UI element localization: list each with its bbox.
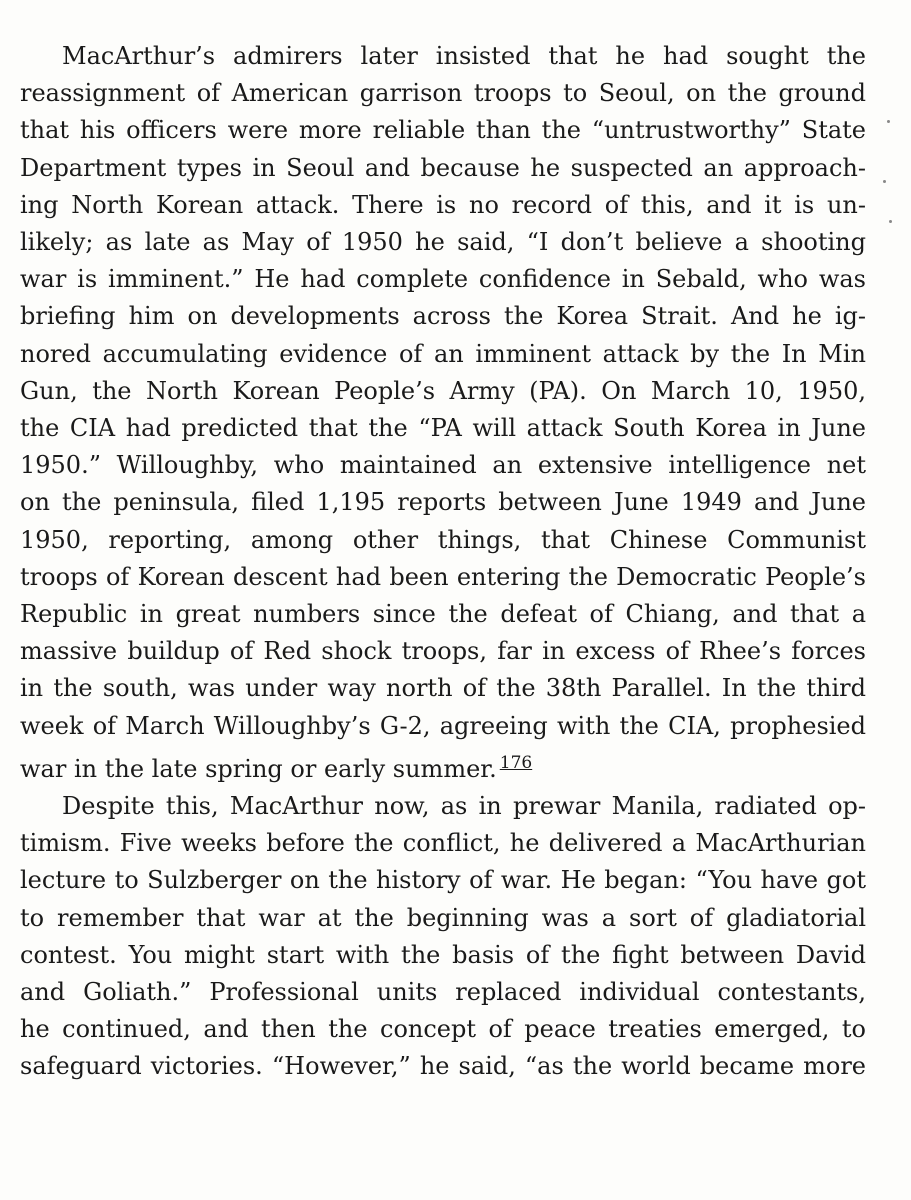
text-line: timism. Five weeks before the conflict, he delivered a MacArthurian	[20, 829, 866, 858]
text-line: Gun, the North Korean People’s Army (PA). On March 10, 1950,	[20, 376, 866, 405]
text-line: likely; as late as May of 1950 he said, “I don’t believe a shooting	[20, 228, 866, 257]
text-line: contest. You might start with the basis of the fight between David	[20, 940, 866, 969]
paragraph-1	[20, 38, 866, 788]
text-line: briefing him on developments across the Korea Strait. And he ig-	[20, 302, 866, 331]
text-line: ing North Korean attack. There is no record of this, and it is un-	[20, 190, 866, 219]
text-line: 1950.” Willoughby, who maintained an extensive intelligence net	[20, 451, 866, 480]
scan-speck	[889, 220, 892, 223]
text-line-content: war in the late spring or early summer.	[20, 754, 497, 783]
text-line: that his officers were more reliable than the “untrustworthy” State	[20, 116, 866, 145]
text-line: war is imminent.” He had complete confidence in Sebald, who was	[20, 265, 866, 294]
text-line: lecture to Sulzberger on the history of war. He began: “You have got	[20, 866, 866, 895]
scan-speck	[887, 120, 890, 123]
scan-specks	[883, 120, 893, 260]
scan-speck	[883, 180, 886, 183]
text-line: Republic in great numbers since the defeat of Chiang, and that a	[20, 600, 866, 629]
text-line: and Goliath.” Professional units replaced individual contestants,	[20, 978, 866, 1007]
text-line: Despite this, MacArthur now, as in prewar Manila, radiated op-	[62, 792, 866, 821]
text-line: he continued, and then the concept of peace treaties emerged, to	[20, 1015, 866, 1044]
text-line: on the peninsula, filed 1,195 reports between June 1949 and June	[20, 488, 866, 517]
footnote-link[interactable]: 176	[499, 752, 533, 773]
body-text	[20, 38, 866, 1086]
text-line: troops of Korean descent had been entering the Democratic People’s	[20, 562, 866, 591]
text-line-last	[20, 745, 866, 788]
text-line: nored accumulating evidence of an imminent attack by the In Min	[20, 339, 866, 368]
paragraph-2	[20, 788, 866, 1086]
text-line: reassignment of American garrison troops to Seoul, on the ground	[20, 79, 866, 108]
text-line: Department types in Seoul and because he suspected an approach-	[20, 153, 866, 182]
text-line: to remember that war at the beginning was a sort of gladiatorial	[20, 903, 866, 932]
text-line: safeguard victories. “However,” he said, “as the world became more	[20, 1052, 866, 1081]
text-line: 1950, reporting, among other things, that Chinese Communist	[20, 525, 866, 554]
text-line: MacArthur’s admirers later insisted that he had sought the	[62, 42, 866, 70]
text-line: week of March Willoughby’s G-2, agreeing with the CIA, prophesied	[20, 711, 866, 740]
text-line: the CIA had predicted that the “PA will attack South Korea in June	[20, 414, 866, 443]
text-line: in the south, was under way north of the 38th Parallel. In the third	[20, 674, 866, 703]
text-line: massive buildup of Red shock troops, far in excess of Rhee’s forces	[20, 637, 866, 666]
